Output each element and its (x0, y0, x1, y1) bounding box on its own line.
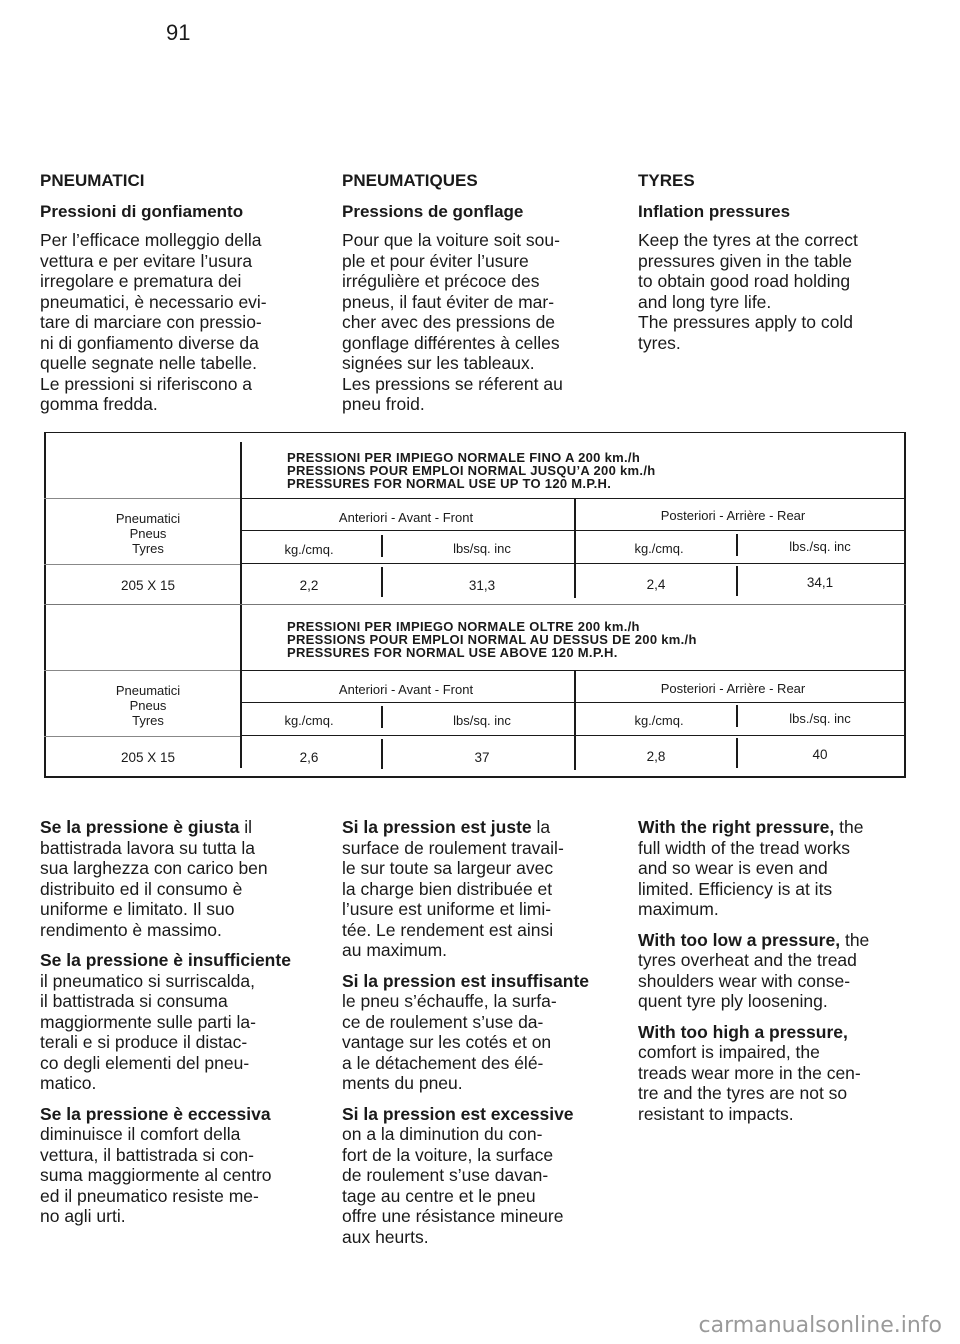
front-label-normal: Anteriori - Avant - Front (338, 510, 474, 525)
effects-italian (40, 817, 322, 1237)
subtitle-fr: Pressions de gonflage (342, 201, 524, 221)
effect-en-low: With too low a pressure, the tyres overheat and the tread shoulders wear with conse- quent tyre ply loosening. (638, 929, 870, 1011)
effects-english (638, 817, 920, 1134)
unit-kg-rear-normal: kg./cmq. (634, 541, 684, 556)
effect-it-high: Se la pressione è eccessiva diminuisce il comfort della vettura, il battistrada si con- suma maggiormente al centro ed il pneumatico resiste me- no agli urti. (40, 1103, 272, 1226)
intro-english (638, 171, 920, 353)
front-lbs-normal: 31,3 (468, 578, 496, 593)
high-heading-en: PRESSURES FOR NORMAL USE ABOVE 120 M.P.H. (287, 645, 618, 660)
tyre-size-normal: 205 X 15 (120, 578, 176, 593)
normal-heading-fr: PRESSIONS POUR EMPLOI NORMAL JUSQU’A 200 km./h (287, 463, 656, 478)
tyres-label-normal: Pneumatici Pneus Tyres (115, 511, 181, 556)
effect-fr-low: Si la pression est insuffisante le pneu s’échauffe, la surfa- ce de roulement s’use da- vantage sur les cotés et on a le détachement des élé- ments du pneu. (342, 970, 590, 1093)
front-lbs-high: 37 (474, 750, 490, 765)
rear-label-normal: Posteriori - Arrière - Rear (660, 508, 806, 523)
effect-fr-high: Si la pression est excessive on a la diminution du con- fort de la voiture, la surface de roulement s’use davan- tage au centre et le pneu offre une résistance mineure aux heurts. (342, 1103, 574, 1247)
effect-en-high: With too high a pressure, comfort is impaired, the treads wear more in the cen- tre and the tyres are not so resistant to impacts. (638, 1021, 861, 1124)
unit-kg-front-normal: kg./cmq. (284, 542, 334, 557)
intro-french (342, 171, 624, 415)
front-kg-normal: 2,2 (299, 578, 319, 593)
unit-kg-rear-high: kg./cmq. (634, 713, 684, 728)
intro-text-en: Keep the tyres at the correct pressures given in the table to obtain good road holding and long tyre life. The pressures apply to cold tyres. (638, 230, 858, 353)
unit-lbs-front-normal: lbs/sq. inc (453, 541, 511, 556)
effect-en-right: With the right pressure, the full width of the tread works and so wear is even and limited. Efficiency is at its maximum. (638, 817, 864, 919)
unit-kg-front-high: kg./cmq. (284, 713, 334, 728)
intro-italian (40, 171, 322, 415)
effects-french (342, 817, 624, 1257)
effect-it-right: Se la pressione è giusta il battistrada lavora su tutta la sua larghezza con carico ben distribuito ed il consumo è uniforme e limitato. Il suo rendimento è massimo. (40, 817, 268, 940)
subtitle-en: Inflation pressures (638, 201, 791, 221)
effect-fr-right: Si la pression est juste la surface de roulement travail- le sur toute sa largeur avec la charge bien distribuée et l’usure est uniforme et limi- tée. Le rendement est ainsi au maximum. (342, 817, 564, 960)
front-kg-high: 2,6 (299, 750, 319, 765)
tyres-label-high: Pneumatici Pneus Tyres (115, 683, 181, 728)
intro-text-fr: Pour que la voiture soit sou- ple et pour éviter l’usure irrégulière et précoce des pneus, il faut éviter de mar- cher avec des pressions de gonflage différentes à celles signées sur les tableaux. Les pressions se réferent au pneu froid. (342, 230, 563, 414)
section-title-it: PNEUMATICI (40, 171, 145, 190)
tyre-size-high: 205 X 15 (120, 750, 176, 765)
watermark: carmanualsonline.info (698, 1313, 942, 1338)
subtitle-it: Pressioni di gonfiamento (40, 201, 244, 221)
high-heading-fr: PRESSIONS POUR EMPLOI NORMAL AU DESSUS DE 200 km./h (287, 632, 697, 647)
page-number: 91 (166, 20, 191, 45)
unit-lbs-rear-normal: lbs./sq. inc (789, 539, 851, 554)
normal-heading-en: PRESSURES FOR NORMAL USE UP TO 120 M.P.H. (287, 476, 612, 491)
section-title-en: TYRES (638, 171, 695, 190)
rear-kg-high: 2,8 (646, 749, 666, 764)
front-label-high: Anteriori - Avant - Front (338, 682, 474, 697)
high-heading-it: PRESSIONI PER IMPIEGO NORMALE OLTRE 200 km./h (287, 619, 640, 634)
unit-lbs-rear-high: lbs./sq. inc (789, 711, 851, 726)
section-title-fr: PNEUMATIQUES (342, 171, 478, 190)
rear-label-high: Posteriori - Arrière - Rear (660, 681, 806, 696)
effect-it-low: Se la pressione è insufficiente il pneumatico si surriscalda, il battistrada si consuma maggiormente sulle parti la- terali e si produce il distac- co degli elementi del pneu- matico. (40, 950, 291, 1093)
intro-text-it: Per l’efficace molleggio della vettura e per evitare l’usura irregolare e prematura dei pneumatici, è necessario evi- tare di marciare con pressio- ni di gonfiamento diverse da quelle segnate nelle tabelle. Le pressioni si riferiscono a gomma fredda. (40, 230, 267, 414)
normal-heading-it: PRESSIONI PER IMPIEGO NORMALE FINO A 200 km./h (287, 450, 641, 465)
rear-lbs-normal: 34,1 (806, 575, 834, 590)
unit-lbs-front-high: lbs/sq. inc (453, 713, 511, 728)
rear-kg-normal: 2,4 (646, 577, 666, 592)
pressure-table (44, 432, 906, 778)
rear-lbs-high: 40 (812, 747, 828, 762)
